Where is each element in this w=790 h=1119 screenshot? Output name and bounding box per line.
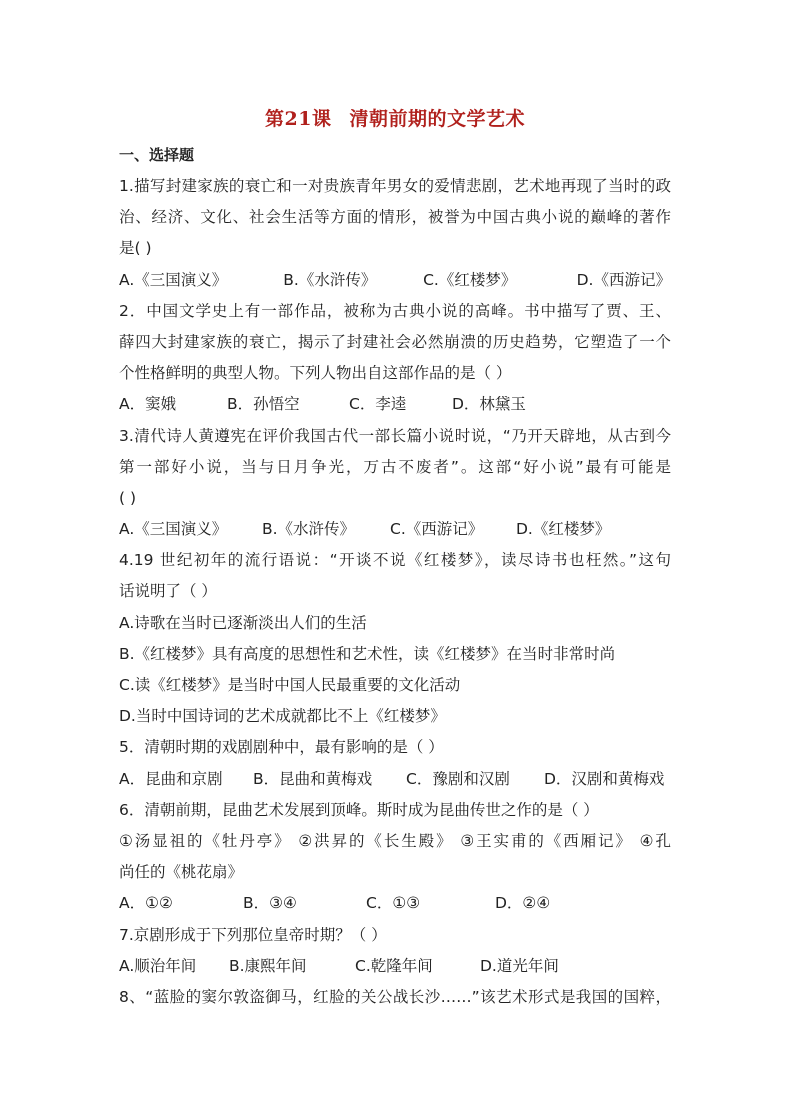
question-1-line-3: 是( ) bbox=[119, 239, 152, 258]
question-6-line-1: 6．清朝前期，昆曲艺术发展到顶峰。斯时成为昆曲传世之作的是（ ） bbox=[119, 800, 599, 819]
question-5-option-c: C．豫剧和汉剧 bbox=[406, 769, 510, 788]
question-3-option-b: B.《水浒传》 bbox=[262, 520, 356, 539]
question-3-options bbox=[119, 514, 671, 545]
question-7-line-1: 7.京剧形成于下列那位皇帝时期？（ ） bbox=[119, 925, 387, 944]
section-heading: 一、选择题 bbox=[119, 146, 195, 164]
question-6-line-2: ①汤显祖的《牡丹亭》 ②洪昇的《长生殿》 ③王实甫的《西厢记》 ④孔 bbox=[119, 831, 671, 850]
question-6-line-3: 尚任的《桃花扇》 bbox=[119, 863, 244, 882]
question-3-option-c: C.《西游记》 bbox=[390, 520, 484, 539]
question-7-option-b: B.康熙年间 bbox=[229, 956, 307, 975]
question-1-option-a: A.《三国演义》 bbox=[119, 270, 228, 289]
question-5-line-1: 5．清朝时期的戏剧剧种中，最有影响的是（ ） bbox=[119, 738, 444, 757]
question-2-option-c: C．李逵 bbox=[349, 395, 407, 414]
question-3-line-1: 3.清代诗人黄遵宪在评价我国古代一部长篇小说时说，“乃开天辟地，从古到今 bbox=[119, 426, 671, 445]
question-2-line-1: 2．中国文学史上有一部作品，被称为古典小说的高峰。书中描写了贾、王、 bbox=[119, 301, 671, 320]
question-1-line-1: 1.描写封建家族的衰亡和一对贵族青年男女的爱情悲剧，艺术地再现了当时的政 bbox=[119, 177, 671, 195]
question-2-line-2: 薛四大封建家族的衰亡，揭示了封建社会必然崩溃的历史趋势，它塑造了一个 bbox=[119, 332, 671, 351]
question-2-option-b: B．孙悟空 bbox=[227, 395, 300, 414]
question-2-line-3: 个性格鲜明的典型人物。下列人物出自这部作品的是（ ） bbox=[119, 364, 512, 383]
question-4-line-2: 话说明了（ ） bbox=[119, 582, 217, 601]
question-2-option-d: D．林黛玉 bbox=[452, 395, 526, 414]
page-title bbox=[0, 104, 790, 131]
question-8-line-1: 8、“蓝脸的窦尔敦盗御马，红脸的关公战长沙……”该艺术形式是我国的国粹， bbox=[119, 987, 671, 1006]
question-5-option-b: B．昆曲和黄梅戏 bbox=[253, 769, 373, 788]
question-5 bbox=[119, 732, 671, 794]
question-4-option-d: D.当时中国诗词的艺术成就都比不上《红楼梦》 bbox=[119, 707, 446, 726]
question-2-option-a: A．窦娥 bbox=[119, 395, 177, 414]
question-6-option-b: B．③④ bbox=[243, 894, 297, 913]
question-1-option-b: B.《水浒传》 bbox=[283, 270, 377, 289]
question-1 bbox=[119, 171, 671, 296]
question-3-line-3: ( ) bbox=[119, 488, 137, 507]
question-7-option-c: C.乾隆年间 bbox=[355, 956, 433, 975]
question-5-option-d: D．汉剧和黄梅戏 bbox=[544, 769, 665, 788]
question-6-options bbox=[119, 888, 671, 919]
question-1-option-d: D.《西游记》 bbox=[576, 270, 671, 289]
question-7 bbox=[119, 920, 671, 982]
question-7-option-a: A.顺治年间 bbox=[119, 956, 197, 975]
question-6 bbox=[119, 795, 671, 920]
question-5-option-a: A．昆曲和京剧 bbox=[119, 769, 223, 788]
question-3 bbox=[119, 421, 671, 546]
question-4-option-a: A.诗歌在当时已逐渐淡出人们的生活 bbox=[119, 613, 367, 632]
lesson-number: 第21课 bbox=[265, 108, 332, 130]
question-2-options bbox=[119, 389, 671, 420]
question-list bbox=[119, 171, 671, 1013]
question-3-option-d: D.《红楼梦》 bbox=[516, 520, 611, 539]
lesson-topic: 清朝前期的文学艺术 bbox=[349, 108, 525, 130]
question-6-option-d: D．②④ bbox=[495, 894, 551, 913]
question-7-options bbox=[119, 951, 671, 982]
question-3-option-a: A.《三国演义》 bbox=[119, 520, 228, 539]
question-4 bbox=[119, 545, 671, 732]
question-2 bbox=[119, 296, 671, 421]
question-5-options bbox=[119, 764, 671, 795]
question-4-option-b: B.《红楼梦》具有高度的思想性和艺术性，读《红楼梦》在当时非常时尚 bbox=[119, 644, 616, 663]
question-1-line-2: 治、经济、文化、社会生活等方面的情形，被誉为中国古典小说的巅峰的著作 bbox=[119, 208, 671, 227]
question-6-option-a: A．①② bbox=[119, 894, 173, 913]
question-4-option-c: C.读《红楼梦》是当时中国人民最重要的文化活动 bbox=[119, 676, 461, 694]
question-3-line-2: 第一部好小说，当与日月争光，万古不废者”。这部“好小说”最有可能是 bbox=[119, 457, 671, 476]
question-1-option-c: C.《红楼梦》 bbox=[423, 270, 517, 289]
question-7-option-d: D.道光年间 bbox=[480, 956, 559, 975]
question-8 bbox=[119, 982, 671, 1013]
question-4-line-1: 4.19 世纪初年的流行语说：“开谈不说《红楼梦》，读尽诗书也枉然。”这句 bbox=[119, 551, 671, 570]
question-1-options bbox=[119, 265, 671, 296]
question-6-option-c: C．①③ bbox=[366, 894, 421, 913]
